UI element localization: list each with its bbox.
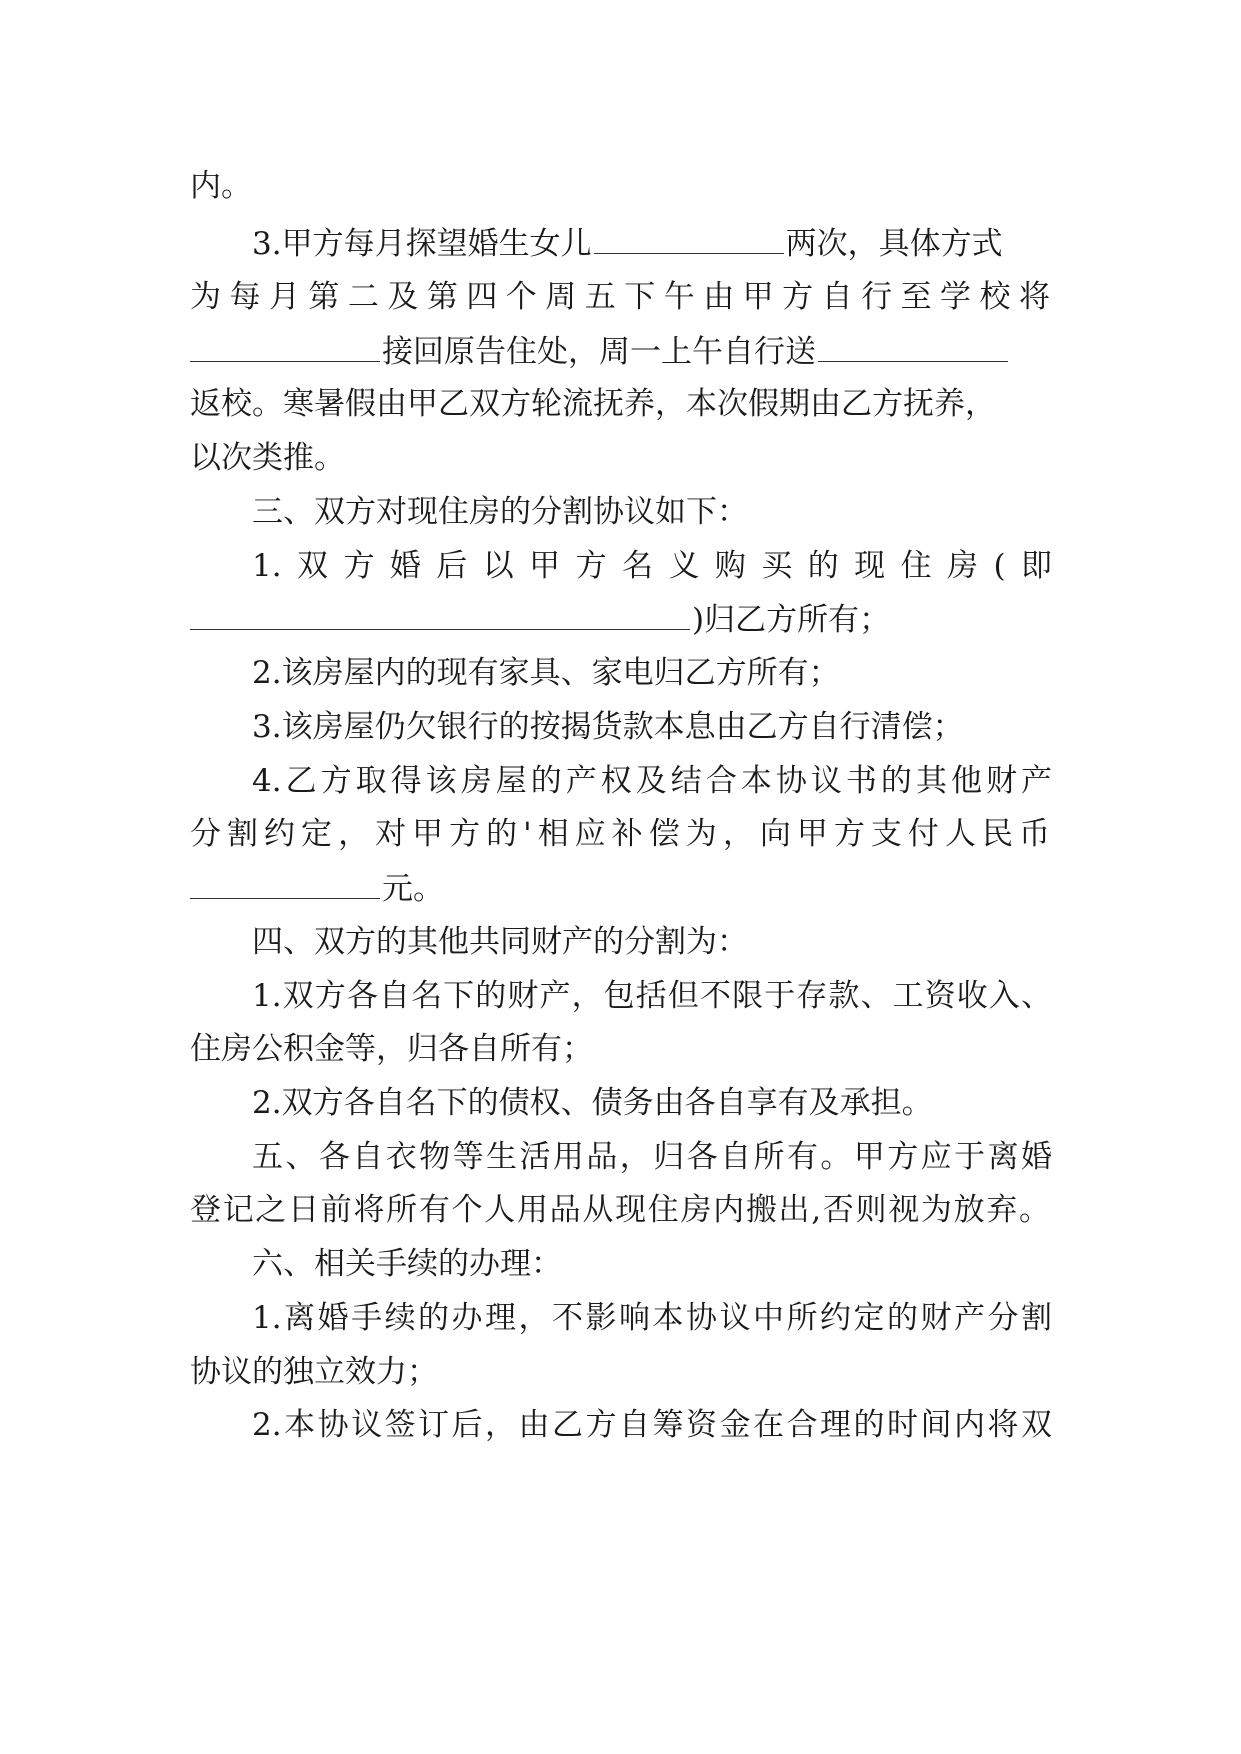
text-line: 住房公积金等，归各自所有；	[190, 1031, 593, 1067]
text-line: 2.该房屋内的现有家具、家电归乙方所有；	[252, 655, 840, 691]
text-line: 以次类推。	[190, 440, 345, 476]
text-line: 协议的独立效力；	[190, 1354, 438, 1390]
blank-underline	[190, 868, 380, 899]
text-line: 1.双方各自名下的财产，包括但不限于存款、工资收入、	[252, 978, 1052, 1014]
blank-underline	[818, 331, 1008, 362]
text-line	[190, 868, 1050, 908]
text-line: 为每月第二及第四个周五下午由甲方自行至学校将	[190, 279, 1050, 315]
section-heading: 五、各自衣物等生活用品，归各自所有。甲方应于离婚	[252, 1139, 1052, 1175]
text-line: 2.本协议签订后，由乙方自筹资金在合理的时间内将双	[252, 1407, 1052, 1443]
text-segment: )归乙方所有；	[692, 602, 891, 638]
text-line: 返校。寒暑假由甲乙双方轮流抚养，本次假期由乙方抚养，	[190, 386, 996, 422]
text-line: 4.乙方取得该房屋的产权及结合本协议书的其他财产	[252, 763, 1052, 799]
text-line	[190, 331, 1050, 371]
text-line: 2.双方各自名下的债权、债务由各自享有及承担。	[252, 1085, 933, 1121]
text-line: 登记之日前将所有个人用品从现住房内搬出,否则视为放弃。	[190, 1192, 1050, 1228]
text-line: 分割约定，对甲方的'相应补偿为，向甲方支付人民币	[190, 816, 1050, 852]
text-line	[190, 599, 1050, 639]
blank-underline	[594, 223, 784, 254]
text-line: 1.双方婚后以甲方名义购买的现住房(即	[252, 548, 1052, 584]
text-segment: 接回原告住处，周一上午自行送	[382, 334, 816, 370]
text-line: 3.该房屋仍欠银行的按揭货款本息由乙方自行清偿；	[252, 709, 964, 745]
section-heading: 六、相关手续的办理：	[252, 1246, 562, 1282]
text-line: 内。	[190, 168, 252, 204]
blank-underline	[190, 331, 380, 362]
section-heading: 四、双方的其他共同财产的分割为：	[252, 924, 748, 960]
section-heading: 三、双方对现住房的分割协议如下：	[252, 494, 748, 530]
text-segment: 元。	[382, 871, 444, 907]
text-segment: 两次，具体方式	[785, 226, 1003, 262]
text-line: 1.离婚手续的办理，不影响本协议中所约定的财产分割	[252, 1300, 1052, 1336]
text-segment: 3.甲方每月探望婚生女儿	[252, 226, 592, 262]
text-line	[252, 223, 1052, 263]
blank-underline	[190, 599, 690, 630]
